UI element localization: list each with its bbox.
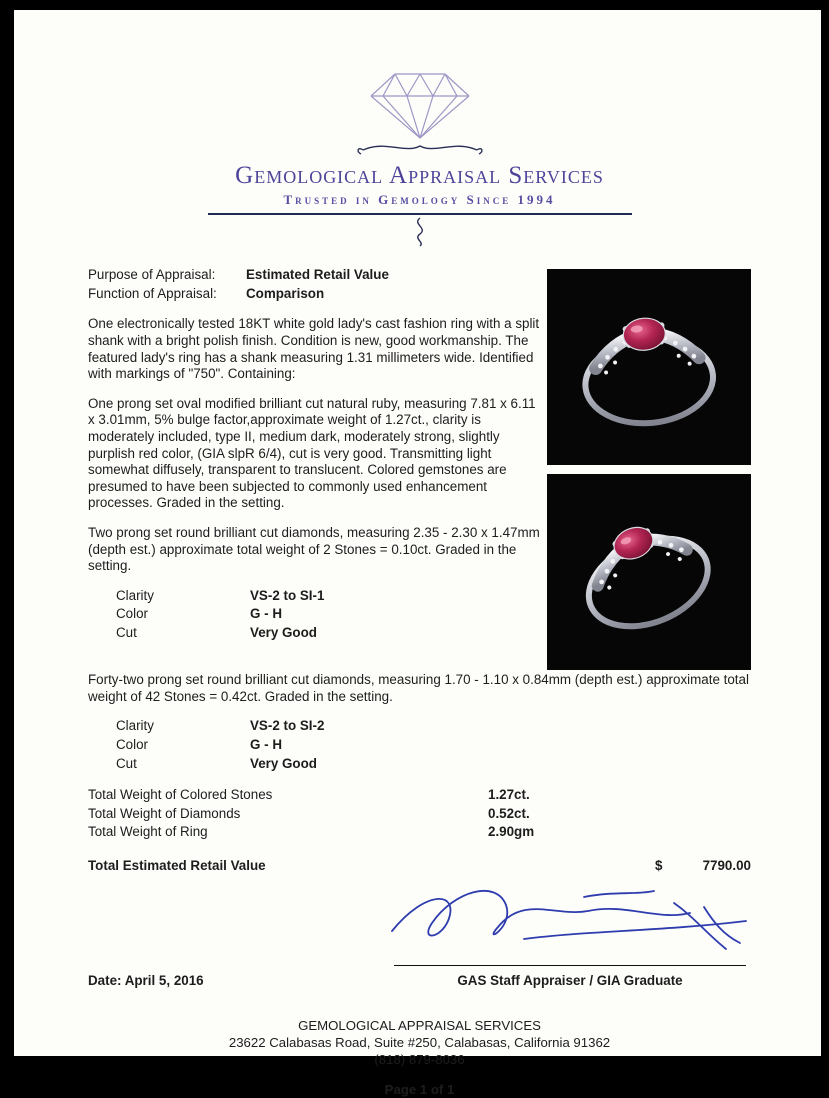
function-value: Comparison — [246, 285, 325, 301]
ring-photo-2-image — [547, 474, 751, 670]
total-label: Total Weight of Diamonds — [88, 805, 241, 821]
footer-org: GEMOLOGICAL APPRAISAL SERVICES — [298, 1017, 541, 1033]
ring-photo-2 — [547, 474, 751, 670]
grade-value: G - H — [250, 736, 282, 752]
footer-address: 23622 Calabasas Road, Suite #250, Calabasas, California 91362 — [228, 1034, 611, 1050]
diamond-logo-icon — [345, 66, 495, 158]
ruby-description-paragraph: One prong set oval modified brilliant cut natural ruby, measuring 7.81 x 6.11 x 3.01mm, 5% bulge factor,approximate weight of 1.27ct., clarity is moderately included, type II, medium dark, moderately strong, slightly purplish red color, (GIA slpR 6/4), cut is very good. Transmitting light somewhat diffusely, transparent to translucent. Colored gemstones are presumed to have been subjected to commonly used enhancement processes. Graded in the setting. — [88, 395, 536, 511]
grade-label: Color — [116, 606, 148, 622]
content-row — [88, 267, 751, 670]
purpose-label: Purpose of Appraisal: — [88, 267, 216, 283]
grand-total-label: Total Estimated Retail Value — [88, 857, 266, 873]
signature-block — [88, 889, 751, 993]
footer-phone: (818) 879-8036 — [374, 1051, 465, 1067]
ring-photo-1 — [547, 269, 751, 465]
total-label: Total Weight of Colored Stones — [88, 787, 273, 803]
grade-label: Color — [116, 736, 148, 752]
description-column — [88, 267, 540, 670]
appraiser-title: GAS Staff Appraiser / GIA Graduate — [457, 972, 683, 988]
grade-label: Clarity — [116, 718, 154, 734]
total-value: 2.90gm — [488, 824, 535, 840]
two-diamonds-paragraph: Two prong set round brilliant cut diamonds, measuring 2.35 - 2.30 x 1.47mm (depth est.) approximate total weight of 2 Stones = 0.10ct. Graded in the setting. — [88, 525, 540, 574]
grade-table-1 — [116, 588, 540, 642]
footer — [88, 1017, 751, 1098]
ring-description-paragraph: One electronically tested 18KT white gold lady's cast fashion ring with a split shank with a bright polish finish. Condition is new, good workmanship. The featured lady's ring has a shank measuring 1.31 millimeters wide. Identified with markings of "750". Containing: — [88, 316, 540, 382]
weight-totals — [88, 787, 751, 841]
grade-table-2 — [116, 718, 751, 772]
brand-title: Gemological Appraisal Services — [235, 162, 604, 189]
total-label: Total Weight of Ring — [88, 824, 208, 840]
date-text: Date: April 5, 2016 — [88, 972, 204, 988]
letterhead — [88, 10, 751, 247]
handwritten-signature-icon — [374, 873, 774, 969]
curl-flourish-icon — [407, 217, 433, 247]
brand-tagline: Trusted in Gemology Since 1994 — [283, 192, 556, 207]
function-label: Function of Appraisal: — [88, 285, 217, 301]
page-number: Page 1 of 1 — [384, 1082, 455, 1098]
forty-two-diamonds-paragraph: Forty-two prong set round brilliant cut diamonds, measuring 1.70 - 1.10 x 0.84mm (depth est.) approximate total weight of 42 Stones = 0.42ct. Graded in the setting. — [88, 672, 749, 704]
grade-label: Cut — [116, 755, 137, 771]
signature-line — [394, 965, 746, 966]
total-value: 0.52ct. — [488, 805, 530, 821]
grade-value: Very Good — [250, 755, 317, 771]
grade-value: VS-2 to SI-1 — [250, 587, 325, 603]
photo-column — [547, 267, 751, 670]
grade-value: Very Good — [250, 625, 317, 641]
purpose-value: Estimated Retail Value — [246, 267, 389, 283]
appraisal-info — [88, 267, 540, 302]
amount-value: 7790.00 — [702, 857, 751, 873]
total-value: 1.27ct. — [488, 787, 530, 803]
paper — [14, 10, 821, 1098]
grade-value: G - H — [250, 606, 282, 622]
ring-photo-1-image — [547, 269, 751, 465]
grade-label: Clarity — [116, 587, 154, 603]
grade-value: VS-2 to SI-2 — [250, 718, 325, 734]
grade-label: Cut — [116, 625, 137, 641]
currency-symbol: $ — [655, 857, 663, 873]
header-rule — [208, 213, 632, 215]
